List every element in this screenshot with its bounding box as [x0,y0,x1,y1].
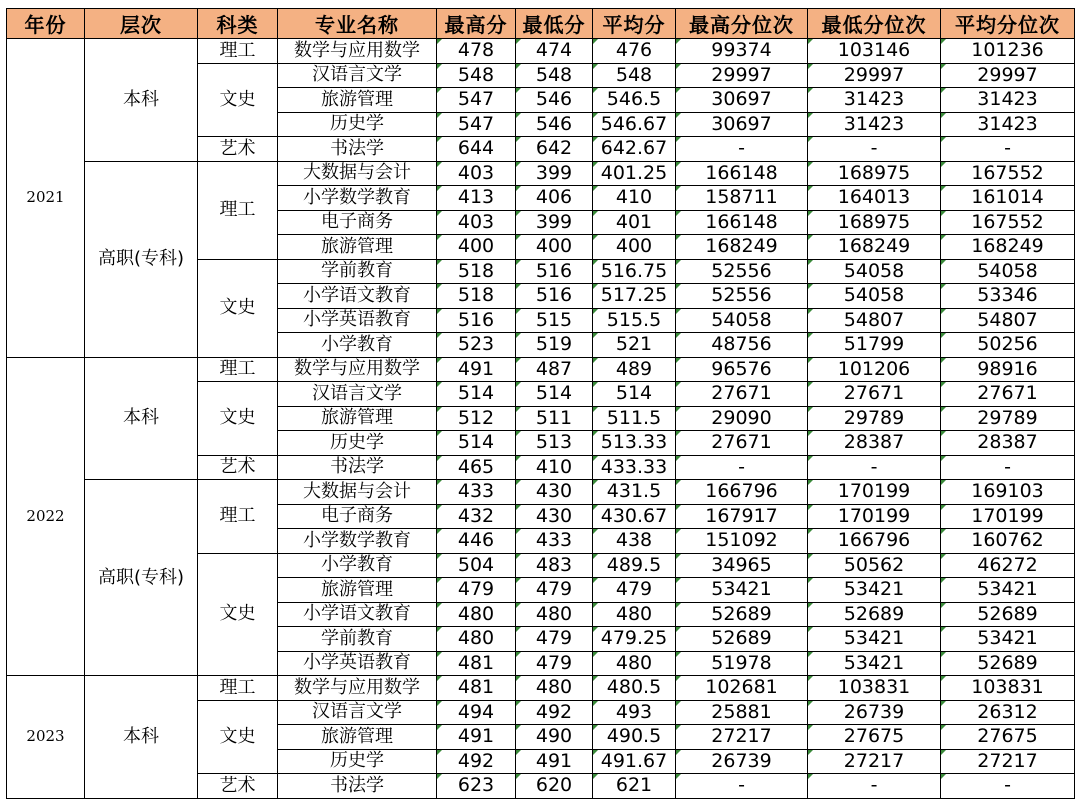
avg-rank-cell: 29997 [941,63,1075,88]
major-cell: 历史学 [278,431,437,456]
avg-score-cell: 521 [593,333,676,358]
major-cell: 汉语言文学 [278,63,437,88]
min-score-cell: 430 [516,504,593,529]
category-cell: 理工 [198,39,278,64]
avg-rank-cell: 160762 [941,529,1075,554]
min-rank-cell: - [808,774,941,799]
level-cell: 高职(专科) [85,161,198,357]
min-rank-cell: 53421 [808,651,941,676]
avg-score-cell: 491.67 [593,749,676,774]
major-cell: 汉语言文学 [278,382,437,407]
avg-rank-cell: 53421 [941,627,1075,652]
max-rank-cell: 167917 [676,504,808,529]
avg-rank-cell: 167552 [941,210,1075,235]
avg-score-cell: 514 [593,382,676,407]
major-cell: 小学教育 [278,553,437,578]
major-cell: 数学与应用数学 [278,39,437,64]
avg-rank-cell: 27217 [941,749,1075,774]
min-score-cell: 515 [516,308,593,333]
avg-score-cell: 480 [593,602,676,627]
category-cell: 文史 [198,382,278,456]
avg-score-cell: 480.5 [593,676,676,701]
year-cell: 2023 [7,676,85,799]
min-score-cell: 546 [516,88,593,113]
avg-score-cell: 480 [593,651,676,676]
avg-score-cell: 430.67 [593,504,676,529]
min-rank-cell: 53421 [808,627,941,652]
min-score-cell: 642 [516,137,593,162]
avg-rank-cell: 46272 [941,553,1075,578]
min-rank-cell: 168975 [808,210,941,235]
max-rank-cell: 27217 [676,725,808,750]
min-rank-cell: - [808,137,941,162]
min-score-cell: 620 [516,774,593,799]
avg-score-cell: 401 [593,210,676,235]
max-rank-cell: 34965 [676,553,808,578]
max-rank-cell: 52689 [676,602,808,627]
min-rank-cell: 53421 [808,578,941,603]
max-score-cell: 481 [437,651,516,676]
avg-score-cell: 438 [593,529,676,554]
max-score-cell: 644 [437,137,516,162]
avg-rank-cell: 167552 [941,161,1075,186]
max-rank-cell: 52556 [676,259,808,284]
avg-score-cell: 489.5 [593,553,676,578]
avg-score-cell: 401.25 [593,161,676,186]
avg-score-cell: 400 [593,235,676,260]
header-min-score: 最低分 [516,9,593,39]
avg-score-cell: 513.33 [593,431,676,456]
major-cell: 电子商务 [278,210,437,235]
avg-score-cell: 493 [593,700,676,725]
max-rank-cell: 26739 [676,749,808,774]
min-rank-cell: 101206 [808,357,941,382]
max-score-cell: 623 [437,774,516,799]
min-score-cell: 492 [516,700,593,725]
min-rank-cell: 27217 [808,749,941,774]
year-cell: 2022 [7,357,85,676]
avg-rank-cell: - [941,774,1075,799]
avg-score-cell: 490.5 [593,725,676,750]
major-cell: 书法学 [278,455,437,480]
min-rank-cell: 166796 [808,529,941,554]
major-cell: 电子商务 [278,504,437,529]
max-score-cell: 403 [437,210,516,235]
major-cell: 旅游管理 [278,578,437,603]
avg-rank-cell: 169103 [941,480,1075,505]
max-score-cell: 400 [437,235,516,260]
avg-rank-cell: 50256 [941,333,1075,358]
min-score-cell: 479 [516,651,593,676]
max-score-cell: 403 [437,161,516,186]
min-rank-cell: 168249 [808,235,941,260]
category-cell: 文史 [198,63,278,137]
max-rank-cell: 96576 [676,357,808,382]
avg-score-cell: 479 [593,578,676,603]
max-rank-cell: 99374 [676,39,808,64]
max-rank-cell: 30697 [676,112,808,137]
min-rank-cell: 54058 [808,284,941,309]
avg-score-cell: 516.75 [593,259,676,284]
major-cell: 小学英语教育 [278,308,437,333]
avg-rank-cell: 29789 [941,406,1075,431]
min-score-cell: 516 [516,284,593,309]
max-rank-cell: 25881 [676,700,808,725]
major-cell: 学前教育 [278,627,437,652]
header-max-rank: 最高分位次 [676,9,808,39]
min-rank-cell: 31423 [808,112,941,137]
header-year: 年份 [7,9,85,39]
category-cell: 文史 [198,700,278,774]
table-row [7,161,1075,186]
max-rank-cell: 29090 [676,406,808,431]
header-max-score: 最高分 [437,9,516,39]
category-cell: 理工 [198,676,278,701]
category-cell: 艺术 [198,455,278,480]
max-score-cell: 548 [437,63,516,88]
major-cell: 旅游管理 [278,88,437,113]
max-rank-cell: 52556 [676,284,808,309]
max-rank-cell: 48756 [676,333,808,358]
max-score-cell: 547 [437,88,516,113]
min-rank-cell: 28387 [808,431,941,456]
avg-score-cell: 642.67 [593,137,676,162]
avg-rank-cell: 103831 [941,676,1075,701]
table-row [7,480,1075,505]
category-cell: 文史 [198,259,278,357]
max-score-cell: 491 [437,725,516,750]
major-cell: 旅游管理 [278,406,437,431]
avg-rank-cell: 28387 [941,431,1075,456]
avg-rank-cell: 31423 [941,88,1075,113]
major-cell: 数学与应用数学 [278,357,437,382]
max-rank-cell: 52689 [676,627,808,652]
header-avg-score: 平均分 [593,9,676,39]
min-score-cell: 480 [516,602,593,627]
level-cell: 高职(专科) [85,480,198,676]
max-rank-cell: 30697 [676,88,808,113]
category-cell: 艺术 [198,774,278,799]
admission-score-table [6,8,1075,799]
major-cell: 小学英语教育 [278,651,437,676]
avg-score-cell: 476 [593,39,676,64]
min-score-cell: 548 [516,63,593,88]
avg-rank-cell: 26312 [941,700,1075,725]
min-rank-cell: - [808,455,941,480]
min-score-cell: 483 [516,553,593,578]
avg-rank-cell: - [941,455,1075,480]
min-rank-cell: 26739 [808,700,941,725]
max-score-cell: 492 [437,749,516,774]
level-cell: 本科 [85,39,198,162]
max-rank-cell: - [676,774,808,799]
min-score-cell: 480 [516,676,593,701]
min-rank-cell: 50562 [808,553,941,578]
avg-rank-cell: 53346 [941,284,1075,309]
level-cell: 本科 [85,676,198,799]
major-cell: 学前教育 [278,259,437,284]
min-score-cell: 433 [516,529,593,554]
min-rank-cell: 52689 [808,602,941,627]
min-rank-cell: 168975 [808,161,941,186]
avg-rank-cell: 27675 [941,725,1075,750]
avg-rank-cell: 170199 [941,504,1075,529]
avg-rank-cell: 101236 [941,39,1075,64]
max-rank-cell: - [676,455,808,480]
avg-score-cell: 410 [593,186,676,211]
avg-rank-cell: 54807 [941,308,1075,333]
max-rank-cell: 166148 [676,161,808,186]
category-cell: 理工 [198,161,278,259]
max-score-cell: 413 [437,186,516,211]
min-score-cell: 399 [516,210,593,235]
max-score-cell: 518 [437,259,516,284]
major-cell: 历史学 [278,749,437,774]
major-cell: 小学语文教育 [278,284,437,309]
min-score-cell: 410 [516,455,593,480]
major-cell: 历史学 [278,112,437,137]
table-row [7,357,1075,382]
avg-rank-cell: 161014 [941,186,1075,211]
header-avg-rank: 平均分位次 [941,9,1075,39]
max-rank-cell: 54058 [676,308,808,333]
max-score-cell: 518 [437,284,516,309]
min-rank-cell: 54807 [808,308,941,333]
max-score-cell: 480 [437,627,516,652]
max-score-cell: 514 [437,382,516,407]
max-score-cell: 478 [437,39,516,64]
header-level: 层次 [85,9,198,39]
header-min-rank: 最低分位次 [808,9,941,39]
major-cell: 小学教育 [278,333,437,358]
avg-rank-cell: 52689 [941,602,1075,627]
avg-rank-cell: 52689 [941,651,1075,676]
avg-score-cell: 517.25 [593,284,676,309]
min-rank-cell: 29997 [808,63,941,88]
major-cell: 数学与应用数学 [278,676,437,701]
avg-rank-cell: 98916 [941,357,1075,382]
avg-score-cell: 431.5 [593,480,676,505]
major-cell: 汉语言文学 [278,700,437,725]
min-rank-cell: 103831 [808,676,941,701]
min-rank-cell: 29789 [808,406,941,431]
min-rank-cell: 27675 [808,725,941,750]
major-cell: 书法学 [278,774,437,799]
min-score-cell: 519 [516,333,593,358]
major-cell: 旅游管理 [278,725,437,750]
table-row [7,39,1075,64]
max-score-cell: 514 [437,431,516,456]
avg-rank-cell: 27671 [941,382,1075,407]
avg-score-cell: 433.33 [593,455,676,480]
header-major: 专业名称 [278,9,437,39]
max-score-cell: 432 [437,504,516,529]
category-cell: 理工 [198,357,278,382]
avg-rank-cell: 54058 [941,259,1075,284]
avg-score-cell: 489 [593,357,676,382]
max-rank-cell: 29997 [676,63,808,88]
min-rank-cell: 170199 [808,480,941,505]
min-score-cell: 490 [516,725,593,750]
min-rank-cell: 27671 [808,382,941,407]
max-rank-cell: 166148 [676,210,808,235]
avg-score-cell: 548 [593,63,676,88]
min-rank-cell: 103146 [808,39,941,64]
avg-rank-cell: 53421 [941,578,1075,603]
max-score-cell: 433 [437,480,516,505]
min-score-cell: 546 [516,112,593,137]
avg-score-cell: 479.25 [593,627,676,652]
max-score-cell: 465 [437,455,516,480]
avg-score-cell: 546.67 [593,112,676,137]
min-rank-cell: 54058 [808,259,941,284]
min-rank-cell: 170199 [808,504,941,529]
max-score-cell: 547 [437,112,516,137]
min-rank-cell: 31423 [808,88,941,113]
max-score-cell: 479 [437,578,516,603]
avg-score-cell: 546.5 [593,88,676,113]
max-score-cell: 480 [437,602,516,627]
max-rank-cell: - [676,137,808,162]
major-cell: 小学语文教育 [278,602,437,627]
avg-score-cell: 511.5 [593,406,676,431]
max-rank-cell: 27671 [676,431,808,456]
max-score-cell: 516 [437,308,516,333]
max-rank-cell: 51978 [676,651,808,676]
min-score-cell: 406 [516,186,593,211]
min-rank-cell: 164013 [808,186,941,211]
min-score-cell: 516 [516,259,593,284]
max-score-cell: 512 [437,406,516,431]
min-score-cell: 491 [516,749,593,774]
min-score-cell: 513 [516,431,593,456]
min-score-cell: 400 [516,235,593,260]
max-score-cell: 491 [437,357,516,382]
table-row [7,676,1075,701]
major-cell: 小学数学教育 [278,529,437,554]
max-rank-cell: 102681 [676,676,808,701]
category-cell: 艺术 [198,137,278,162]
header-category: 科类 [198,9,278,39]
avg-rank-cell: - [941,137,1075,162]
table-body [7,39,1075,799]
min-score-cell: 514 [516,382,593,407]
avg-rank-cell: 31423 [941,112,1075,137]
avg-rank-cell: 168249 [941,235,1075,260]
year-cell: 2021 [7,39,85,358]
major-cell: 旅游管理 [278,235,437,260]
max-rank-cell: 27671 [676,382,808,407]
min-score-cell: 474 [516,39,593,64]
header-row [7,9,1075,39]
max-rank-cell: 151092 [676,529,808,554]
max-rank-cell: 168249 [676,235,808,260]
level-cell: 本科 [85,357,198,480]
avg-score-cell: 621 [593,774,676,799]
max-score-cell: 504 [437,553,516,578]
category-cell: 文史 [198,553,278,676]
major-cell: 大数据与会计 [278,161,437,186]
max-score-cell: 523 [437,333,516,358]
min-score-cell: 430 [516,480,593,505]
max-rank-cell: 158711 [676,186,808,211]
min-score-cell: 399 [516,161,593,186]
major-cell: 书法学 [278,137,437,162]
major-cell: 大数据与会计 [278,480,437,505]
category-cell: 理工 [198,480,278,554]
major-cell: 小学数学教育 [278,186,437,211]
min-score-cell: 511 [516,406,593,431]
max-score-cell: 494 [437,700,516,725]
min-score-cell: 479 [516,578,593,603]
max-score-cell: 481 [437,676,516,701]
max-rank-cell: 53421 [676,578,808,603]
max-score-cell: 446 [437,529,516,554]
max-rank-cell: 166796 [676,480,808,505]
min-score-cell: 479 [516,627,593,652]
min-rank-cell: 51799 [808,333,941,358]
avg-score-cell: 515.5 [593,308,676,333]
min-score-cell: 487 [516,357,593,382]
